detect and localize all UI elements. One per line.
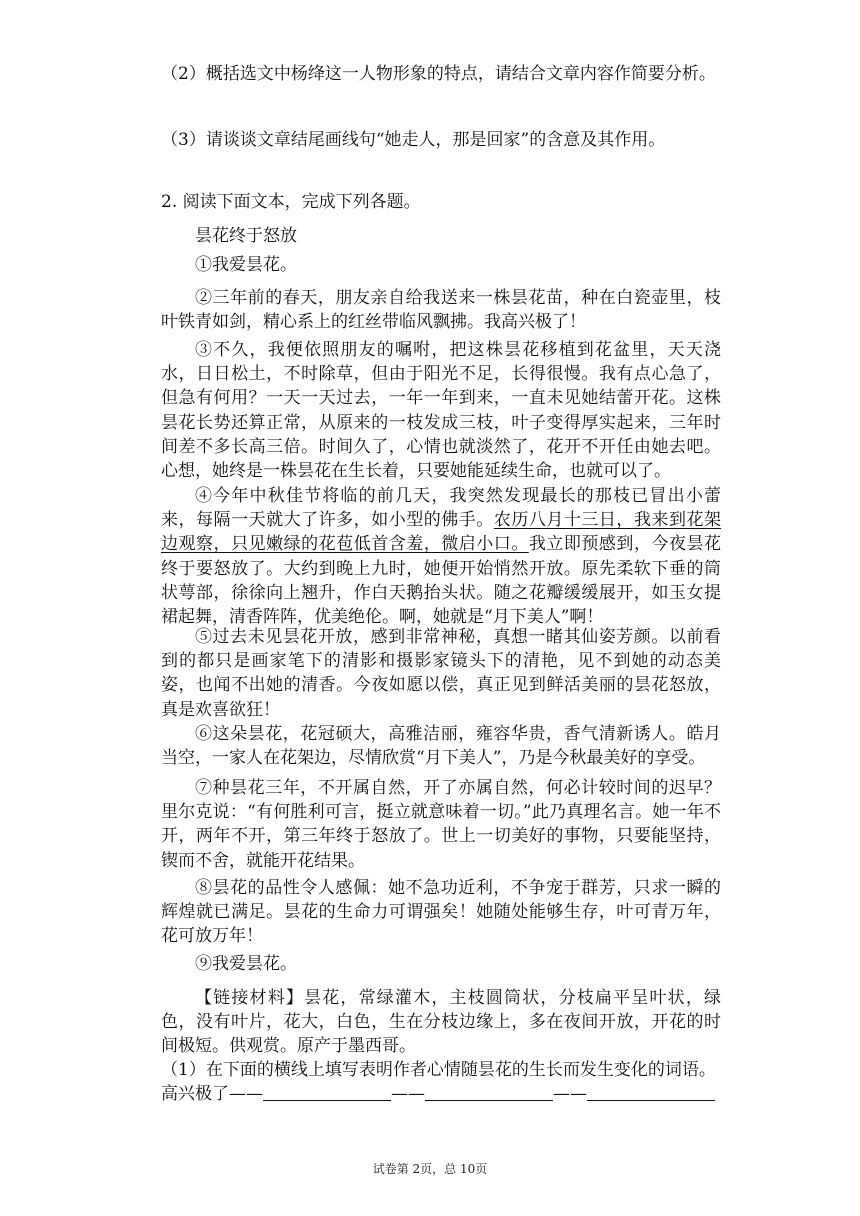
paragraph-6: ⑥这朵昙花，花冠硕大，高雅洁丽，雍容华贵，香气清新诱人。皓月当空，一家人在花架边，尽情欣赏“月下美人”，乃是今秋最美好的享受。 xyxy=(161,724,721,769)
question-2-prev: （2）概括选文中杨绛这一人物形象的特点，请结合文章内容作简要分析。 xyxy=(161,64,716,84)
page-footer: 试卷第 2页，总 10页 xyxy=(372,1162,488,1176)
answer-blank-2[interactable] xyxy=(425,1082,553,1101)
passage-title: 昙花终于怒放 xyxy=(195,226,297,246)
paragraph-4-text-a: ④今年中秋佳节将临的前几天，我突然发现最长的那枝已冒出小蕾来，每隔一天就大了许多，如小型的佛手。 xyxy=(161,486,721,531)
answer-blank-1[interactable] xyxy=(263,1082,391,1101)
paragraph-4-text-b: 我立即预感到，今夜昙花终于要怒放了。大约到晚上九时，她便开始悄然开放。原先柔软下垂的筒状萼部，徐徐向上翘升，作白天鹅抬头状。随之花瓣缓缓展开，如玉女提裙起舞，清香阵阵，优美绝伦。啊，她就是“月下美人”啊！ xyxy=(161,534,722,628)
section-heading: 2. 阅读下面文本，完成下列各题。 xyxy=(161,192,421,212)
question-1: （1）在下面的横线上填写表明作者心情随昙花的生长而发生变化的词语。 xyxy=(161,1060,716,1080)
paragraph-3: ③不久，我便依照朋友的嘱咐，把这株昙花移植到花盆里，天天浇水，日日松土，不时除草，但由于阳光不足，长得很慢。我有点心急了，但急有何用？一天一天过去，一年一年到来，一直未见她结蕾开花。这株昙花长势还算正常，从原来的一枝发成三枝，叶子变得厚实起来，三年时间差不多长高三倍。时间久了，心情也就淡然了，花开不开任由她去吧。心想，她终是一株昙花在生长着，只要她能延续生命，也就可以了。 xyxy=(161,340,721,482)
fill-dash-2: —— xyxy=(391,1084,425,1104)
paragraph-8: ⑧昙花的品性令人感佩：她不急功近利，不争宠于群芳，只求一瞬的辉煌就已满足。昙花的生命力可谓强矣！她随处能够生存，叶可青万年，花可放万年！ xyxy=(161,878,721,947)
question-3-prev: （3）请谈谈文章结尾画线句“她走人，那是回家”的含意及其作用。 xyxy=(161,130,666,150)
paragraph-9: ⑨我爱昙花。 xyxy=(195,954,297,974)
fill-dash-3: —— xyxy=(553,1084,587,1104)
underlined-sentence: 农历八月十三日，我来到花架边观察，只见嫩绿的花苞低首含羞，微启小口。 xyxy=(161,510,722,555)
link-material: 【链接材料】昙花，常绿灌木，主枝圆筒状，分枝扁平呈叶状，绿色，没有叶片，花大，白色，生在分枝边缘上，多在夜间开放，开花的时间极短。供观赏。原产于墨西哥。 xyxy=(161,988,721,1057)
paragraph-2: ②三年前的春天，朋友亲自给我送来一株昙花苗，种在白瓷壶里，枝叶铁青如剑，精心系上的红丝带临风飘拂。我高兴极了！ xyxy=(161,288,721,333)
paragraph-1: ①我爱昙花。 xyxy=(195,255,297,275)
paragraph-5: ⑤过去未见昙花开放，感到非常神秘，真想一睹其仙姿芳颜。以前看到的都只是画家笔下的清影和摄影家镜头下的清艳，见不到她的动态美姿，也闻不出她的清香。今夜如愿以偿，真正见到鲜活美丽的昙花怒放，真是欢喜欲狂！ xyxy=(161,627,721,720)
fill-prefix: 高兴极了 xyxy=(161,1084,229,1104)
fill-in-line xyxy=(161,1082,721,1107)
paragraph-4 xyxy=(161,484,721,629)
fill-dash-1: —— xyxy=(229,1084,263,1104)
paragraph-7: ⑦种昙花三年，不开属自然，开了亦属自然，何必计较时间的迟早？里尔克说：“有何胜利可言，挺立就意味着一切。”此乃真理名言。她一年不开，两年不开，第三年终于怒放了。世上一切美好的事物，只要能坚持，锲而不舍，就能开花结果。 xyxy=(161,778,721,871)
answer-blank-3[interactable] xyxy=(587,1082,715,1101)
